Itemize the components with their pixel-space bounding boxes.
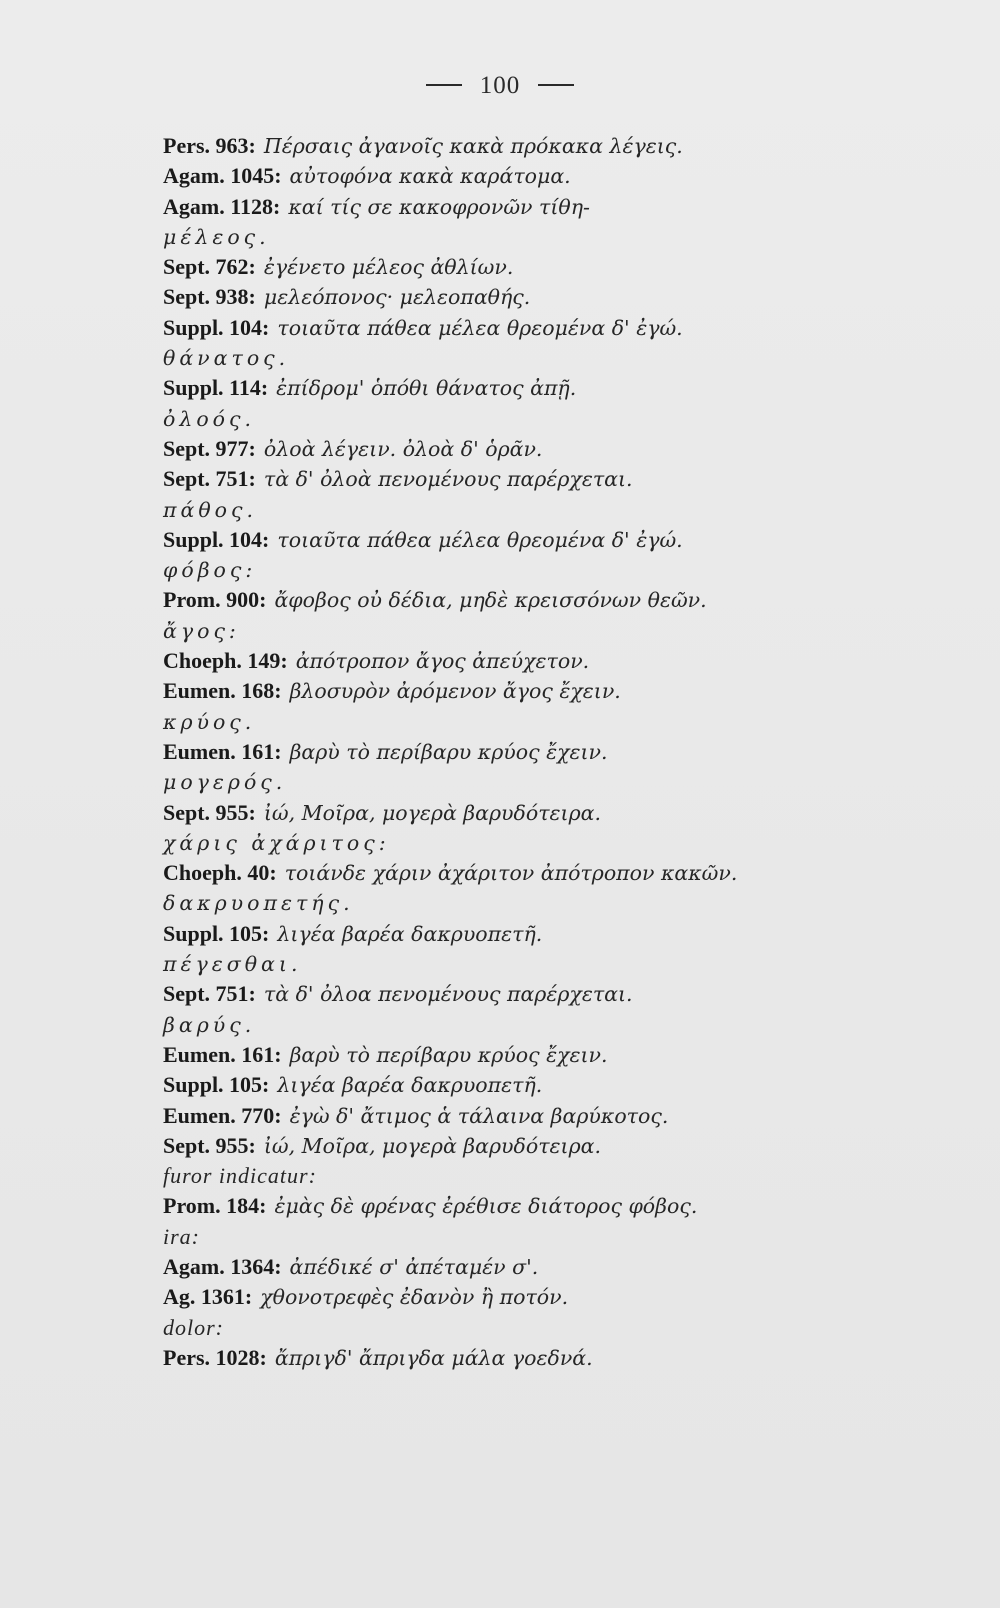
greek-quotation: ἰώ, Μοῖρα, μογερὰ βαρυδότειρα. — [263, 800, 601, 825]
latin-heading: furor indicatur: — [163, 1163, 317, 1189]
greek-quotation: ἀπέδικέ σ' ἀπέταμέν σ'. — [289, 1254, 539, 1279]
greek-quotation: βαρὺ τὸ περίβαρυ κρύος ἔχειν. — [289, 1042, 608, 1067]
citation-reference: Sept. 955: — [163, 1132, 256, 1158]
greek-heading: μογερός. — [163, 770, 287, 795]
greek-quotation: μελεόπονος· μελεοπαθής. — [263, 285, 531, 310]
latin-heading-line — [163, 1222, 963, 1252]
citation-reference: Ag. 1361: — [163, 1284, 253, 1310]
citation-line — [163, 1191, 963, 1221]
citation-reference: Suppl. 105: — [163, 920, 270, 946]
citation-line — [163, 1252, 963, 1282]
greek-heading: χάρις ἀχάριτος: — [163, 830, 390, 855]
citation-reference: Sept. 955: — [163, 799, 256, 825]
citation-line — [163, 464, 963, 494]
greek-quotation: ἄπριγδ' ἄπριγδα μάλα γοεδνά. — [274, 1345, 593, 1370]
citation-line — [163, 858, 963, 888]
page-number: 100 — [479, 72, 521, 99]
greek-heading: φόβος: — [163, 558, 257, 583]
greek-heading: ἄγος: — [163, 618, 240, 643]
greek-quotation: ἰώ, Μοῖρα, μογερὰ βαρυδότειρα. — [263, 1133, 601, 1158]
citation-line — [163, 1131, 963, 1161]
greek-quotation: ἄφοβος οὐ δέδια, μηδὲ κρεισσόνων θεῶν. — [274, 588, 707, 613]
citation-line — [163, 161, 963, 191]
greek-heading-line — [163, 767, 963, 797]
greek-heading-line — [163, 343, 963, 373]
citation-reference: Pers. 963: — [163, 133, 256, 158]
citation-line — [163, 434, 963, 464]
greek-quotation: ἐμὰς δὲ φρένας ἐρέθισε διάτορος φόβος. — [274, 1194, 698, 1219]
greek-heading-line — [163, 616, 963, 646]
left-rule — [426, 84, 462, 86]
citation-line — [163, 1070, 963, 1100]
citation-reference: Suppl. 104: — [163, 526, 270, 552]
greek-quotation: τὰ δ' ὀλοα πενομένους παρέρχεται. — [263, 982, 633, 1007]
citation-line — [163, 525, 963, 555]
greek-quotation: βλοσυρὸν ἀρόμενον ἄγος ἔχειν. — [289, 679, 621, 704]
greek-heading: θάνατος. — [163, 346, 290, 371]
citation-line — [163, 131, 963, 161]
greek-heading-line — [163, 222, 963, 252]
citation-line — [163, 282, 963, 312]
citation-line — [163, 192, 963, 222]
latin-heading-line — [163, 1313, 963, 1343]
latin-heading: ira: — [163, 1223, 200, 1249]
citation-reference: Choeph. 149: — [163, 648, 288, 674]
citation-line — [163, 585, 963, 615]
citation-line — [163, 1040, 963, 1070]
citation-line — [163, 1282, 963, 1312]
citation-reference: Choeph. 40: — [163, 860, 277, 886]
citation-reference: Prom. 900: — [163, 587, 267, 613]
citation-reference: Sept. 751: — [163, 466, 256, 492]
citation-reference: Suppl. 114: — [163, 375, 269, 401]
citation-line — [163, 737, 963, 767]
citation-line — [163, 313, 963, 343]
text-body — [163, 131, 963, 1373]
citation-reference: Agam. 1128: — [163, 193, 281, 219]
greek-quotation: ἐπίδρομ' ὁπόθι θάνατος ἀπῇ. — [276, 376, 577, 401]
greek-quotation: τὰ δ' ὀλοὰ πενομένους παρέρχεται. — [263, 467, 633, 492]
greek-heading: δακρυοπετής. — [163, 891, 354, 916]
greek-heading-line — [163, 404, 963, 434]
greek-heading: βαρύς. — [163, 1012, 256, 1037]
greek-heading: πέγεσθαι. — [163, 952, 302, 977]
greek-quotation: τοιαῦτα πάθεα μέλεα θρεομένα δ' ἐγώ. — [277, 315, 683, 340]
citation-line — [163, 646, 963, 676]
greek-quotation: αὐτοφόνα κακὰ καράτομα. — [289, 164, 571, 189]
greek-quotation: ὀλοὰ λέγειν. ὀλοὰ δ' ὁρᾶν. — [263, 436, 543, 461]
citation-reference: Eumen. 770: — [163, 1102, 282, 1128]
citation-reference: Eumen. 168: — [163, 678, 282, 704]
latin-heading: dolor: — [163, 1314, 224, 1340]
citation-line — [163, 252, 963, 282]
greek-quotation: τοιαῦτα πάθεα μέλεα θρεομένα δ' ἐγώ. — [277, 527, 683, 552]
citation-line — [163, 979, 963, 1009]
citation-line — [163, 373, 963, 403]
greek-quotation: ἐγὼ δ' ἄτιμος ἁ τάλαινα βαρύκοτος. — [289, 1103, 669, 1128]
citation-line — [163, 798, 963, 828]
greek-heading-line — [163, 495, 963, 525]
greek-quotation: τοιάνδε χάριν ἀχάριτον ἀπότροπον κακῶν. — [284, 861, 738, 886]
citation-reference: Prom. 184: — [163, 1193, 267, 1219]
greek-quotation: ἀπότροπον ἄγος ἀπεύχετον. — [295, 649, 590, 674]
citation-reference: Suppl. 104: — [163, 314, 270, 340]
citation-reference: Sept. 938: — [163, 284, 256, 310]
page-number-header — [0, 72, 1000, 100]
greek-heading-line — [163, 888, 963, 918]
citation-reference: Pers. 1028: — [163, 1344, 267, 1370]
greek-heading-line — [163, 949, 963, 979]
citation-reference: Eumen. 161: — [163, 738, 282, 764]
citation-reference: Agam. 1045: — [163, 163, 282, 189]
latin-heading-line — [163, 1161, 963, 1191]
greek-quotation: ἐγένετο μέλεος ἀθλίων. — [263, 255, 514, 280]
greek-heading-line — [163, 1010, 963, 1040]
citation-line — [163, 919, 963, 949]
greek-quotation: λιγέα βαρέα δακρυοπετῆ. — [277, 1073, 543, 1098]
citation-line — [163, 1101, 963, 1131]
citation-reference: Suppl. 105: — [163, 1072, 270, 1098]
citation-reference: Sept. 977: — [163, 435, 256, 461]
greek-heading-line — [163, 555, 963, 585]
right-rule — [538, 84, 574, 86]
greek-quotation: λιγέα βαρέα δακρυοπετῆ. — [277, 921, 543, 946]
citation-line — [163, 676, 963, 706]
citation-reference: Sept. 762: — [163, 254, 256, 280]
citation-reference: Sept. 751: — [163, 981, 256, 1007]
citation-reference: Eumen. 161: — [163, 1041, 282, 1067]
greek-heading: μέλεος. — [163, 224, 270, 249]
citation-reference: Agam. 1364: — [163, 1253, 282, 1279]
greek-heading: ὀλοός. — [163, 406, 256, 431]
greek-heading-line — [163, 707, 963, 737]
greek-heading: κρύος. — [163, 709, 256, 734]
greek-quotation: Πέρσαις ἀγανοῖς κακὰ πρόκακα λέγεις. — [263, 134, 683, 158]
greek-heading-line — [163, 828, 963, 858]
citation-line — [163, 1343, 963, 1373]
greek-quotation: καί τίς σε κακοφρονῶν τίθη- — [288, 194, 590, 219]
greek-quotation: βαρὺ τὸ περίβαρυ κρύος ἔχειν. — [289, 739, 608, 764]
greek-quotation: χθονοτρεφὲς ἐδανὸν ἢ ποτόν. — [260, 1285, 569, 1310]
greek-heading: πάθος. — [163, 497, 257, 522]
